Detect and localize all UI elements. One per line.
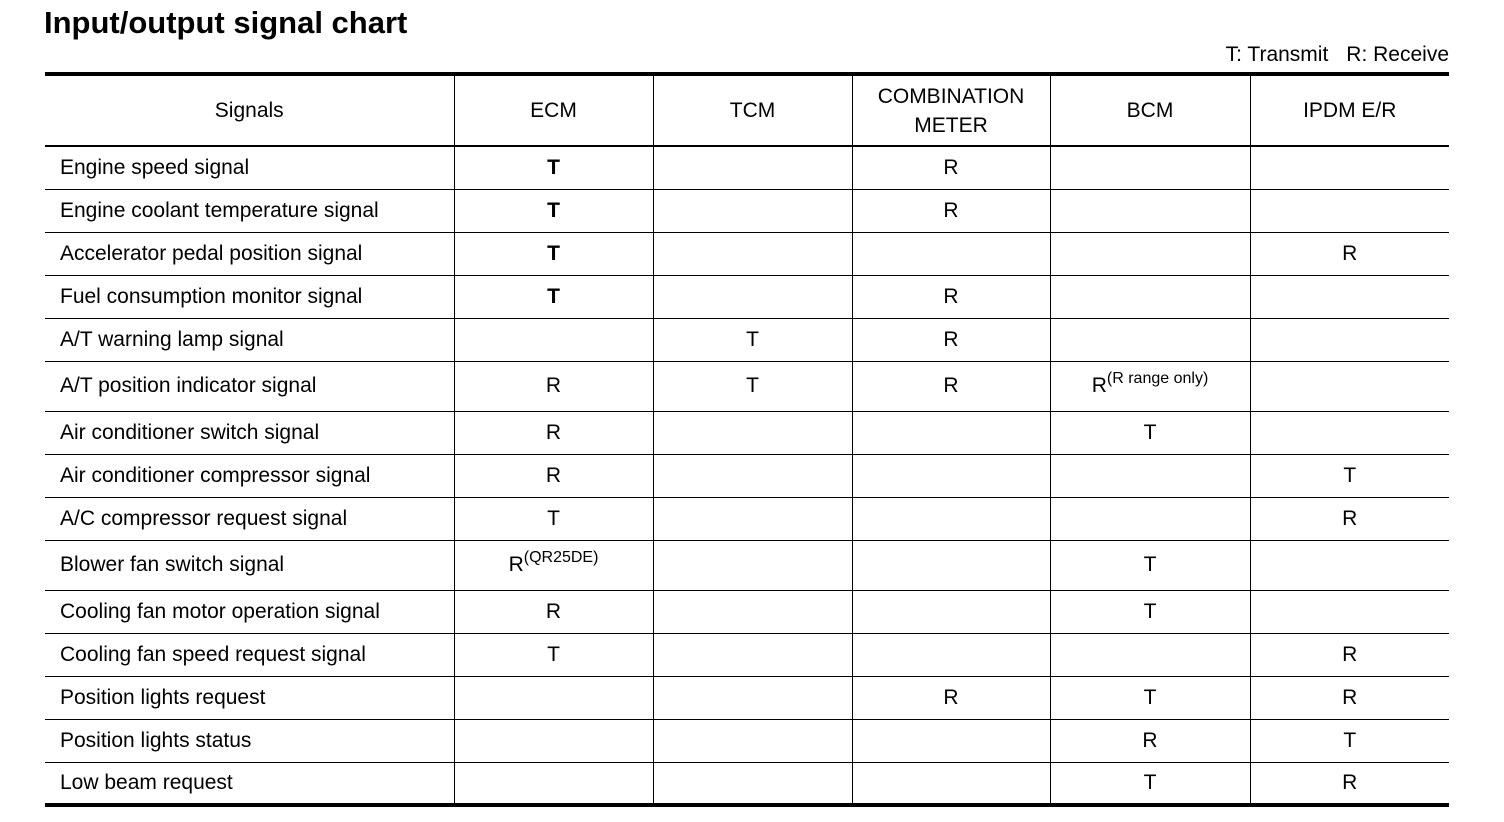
cell-value: R: [1342, 642, 1358, 666]
cell-ecm: [454, 454, 653, 497]
cell-value: T: [746, 327, 759, 351]
cell-value: R: [545, 374, 562, 397]
cell-value: T: [1143, 685, 1157, 709]
cell-combination-meter: [852, 633, 1050, 676]
cell-value: T: [547, 642, 560, 666]
cell-combination-meter: [852, 497, 1050, 540]
cell-value: R: [1142, 728, 1158, 752]
cell-bcm: [1050, 719, 1250, 762]
cell-ecm: [454, 189, 653, 232]
cell-value: T: [1143, 553, 1157, 576]
cell-value: R: [545, 463, 562, 487]
cell-value: T: [1343, 463, 1357, 487]
signal-name-cell: Cooling fan motor operation signal: [45, 590, 454, 633]
table-row: [45, 275, 1449, 318]
cell-combination-meter: [852, 189, 1050, 232]
cell-ecm: [454, 540, 653, 590]
cell-ipdm-er: [1250, 454, 1449, 497]
signal-name-cell: A/C compressor request signal: [45, 497, 454, 540]
column-header-tcm: TCM: [653, 74, 852, 146]
cell-bcm: [1050, 762, 1250, 805]
cell-combination-meter: [852, 146, 1050, 189]
cell-ipdm-er: [1250, 590, 1449, 633]
cell-ipdm-er: [1250, 318, 1449, 361]
column-header-line: METER: [914, 113, 988, 137]
signal-name-cell: Low beam request: [45, 762, 454, 805]
cell-ecm: [454, 676, 653, 719]
signal-name-cell: Cooling fan speed request signal: [45, 633, 454, 676]
cell-ecm: [454, 146, 653, 189]
cell-value: R: [1091, 374, 1107, 397]
cell-ipdm-er: [1250, 762, 1449, 805]
cell-combination-meter: [852, 361, 1050, 411]
cell-bcm: [1050, 540, 1250, 590]
cell-tcm: [653, 719, 852, 762]
table-header-row: [45, 74, 1449, 146]
cell-value: R: [1342, 241, 1358, 265]
cell-combination-meter: [852, 411, 1050, 454]
cell-tcm: [653, 318, 852, 361]
cell-tcm: [653, 762, 852, 805]
cell-value: R: [1342, 685, 1358, 709]
signal-name-cell: Fuel consumption monitor signal: [45, 275, 454, 318]
cell-tcm: [653, 189, 852, 232]
cell-value: T: [547, 506, 560, 530]
cell-combination-meter: [852, 232, 1050, 275]
cell-combination-meter: [852, 590, 1050, 633]
cell-value: T: [1143, 420, 1157, 444]
cell-value: R: [943, 198, 959, 222]
cell-value: T: [547, 284, 560, 308]
table-row: [45, 454, 1449, 497]
table-row: [45, 361, 1449, 411]
cell-tcm: [653, 361, 852, 411]
cell-ipdm-er: [1250, 361, 1449, 411]
signal-name-cell: Engine speed signal: [45, 146, 454, 189]
table-row: [45, 540, 1449, 590]
cell-combination-meter: [852, 275, 1050, 318]
cell-ecm: [454, 275, 653, 318]
cell-combination-meter: [852, 318, 1050, 361]
cell-ipdm-er: [1250, 719, 1449, 762]
column-header-ecm: ECM: [454, 74, 653, 146]
table-row: [45, 719, 1449, 762]
cell-bcm: [1050, 411, 1250, 454]
table-row: [45, 146, 1449, 189]
cell-tcm: [653, 590, 852, 633]
signal-name-cell: Air conditioner switch signal: [45, 411, 454, 454]
signal-name-cell: Position lights status: [45, 719, 454, 762]
signal-name-cell: Blower fan switch signal: [45, 540, 454, 590]
cell-combination-meter: [852, 540, 1050, 590]
cell-tcm: [653, 232, 852, 275]
cell-bcm: [1050, 146, 1250, 189]
cell-ipdm-er: [1250, 411, 1449, 454]
cell-tcm: [653, 633, 852, 676]
cell-combination-meter: [852, 719, 1050, 762]
cell-value: T: [1343, 728, 1357, 752]
cell-note: (R range only): [1106, 370, 1209, 387]
table-row: [45, 497, 1449, 540]
cell-ecm: [454, 762, 653, 805]
cell-bcm: [1050, 454, 1250, 497]
cell-bcm: [1050, 189, 1250, 232]
table-row: [45, 762, 1449, 805]
cell-value: T: [1143, 599, 1157, 623]
table-row: [45, 411, 1449, 454]
cell-ipdm-er: [1250, 275, 1449, 318]
cell-bcm: [1050, 633, 1250, 676]
cell-value: R: [1342, 506, 1358, 530]
signal-name-cell: A/T warning lamp signal: [45, 318, 454, 361]
signal-name-cell: A/T position indicator signal: [45, 361, 454, 411]
cell-value: T: [746, 374, 759, 397]
cell-ecm: [454, 361, 653, 411]
cell-ipdm-er: [1250, 497, 1449, 540]
column-header-bcm: BCM: [1050, 74, 1250, 146]
table-row: [45, 232, 1449, 275]
cell-combination-meter: [852, 676, 1050, 719]
cell-bcm: [1050, 361, 1250, 411]
table-row: [45, 189, 1449, 232]
signal-name-cell: Air conditioner compressor signal: [45, 454, 454, 497]
column-header-line: COMBINATION: [877, 84, 1025, 108]
table-row: [45, 318, 1449, 361]
cell-bcm: [1050, 590, 1250, 633]
cell-ipdm-er: [1250, 189, 1449, 232]
page-title: Input/output signal chart: [44, 5, 408, 40]
cell-ecm: [454, 318, 653, 361]
table-row: [45, 676, 1449, 719]
cell-value: T: [1143, 770, 1157, 794]
cell-ipdm-er: [1250, 540, 1449, 590]
cell-value: R: [1342, 770, 1358, 794]
cell-tcm: [653, 275, 852, 318]
table-row: [45, 590, 1449, 633]
cell-bcm: [1050, 676, 1250, 719]
cell-value: T: [547, 198, 560, 222]
column-header-ipdm-er: IPDM E/R: [1250, 74, 1449, 146]
column-header-signals: Signals: [45, 74, 454, 146]
cell-note: (QR25DE): [523, 549, 599, 566]
cell-ecm: [454, 411, 653, 454]
cell-value: R: [943, 374, 959, 397]
cell-ecm: [454, 719, 653, 762]
cell-value: R: [943, 155, 959, 179]
cell-ecm: [454, 633, 653, 676]
cell-bcm: [1050, 275, 1250, 318]
legend-receive: R: Receive: [1346, 43, 1449, 66]
cell-value: R: [943, 685, 959, 709]
signal-name-cell: Engine coolant temperature signal: [45, 189, 454, 232]
cell-tcm: [653, 411, 852, 454]
signal-name-cell: Accelerator pedal position signal: [45, 232, 454, 275]
cell-ecm: [454, 497, 653, 540]
cell-combination-meter: [852, 762, 1050, 805]
signal-name-cell: Position lights request: [45, 676, 454, 719]
cell-value: R: [545, 420, 562, 444]
cell-ecm: [454, 590, 653, 633]
cell-value: T: [547, 155, 560, 179]
cell-ipdm-er: [1250, 146, 1449, 189]
cell-value: R: [943, 327, 959, 351]
cell-combination-meter: [852, 454, 1050, 497]
cell-bcm: [1050, 318, 1250, 361]
cell-bcm: [1050, 232, 1250, 275]
cell-ipdm-er: [1250, 676, 1449, 719]
cell-value: T: [547, 241, 560, 265]
cell-tcm: [653, 146, 852, 189]
cell-value: R: [943, 284, 959, 308]
cell-bcm: [1050, 497, 1250, 540]
cell-tcm: [653, 676, 852, 719]
cell-ipdm-er: [1250, 633, 1449, 676]
table-row: [45, 633, 1449, 676]
cell-ipdm-er: [1250, 232, 1449, 275]
cell-tcm: [653, 454, 852, 497]
legend-transmit: T: Transmit: [1225, 43, 1329, 66]
cell-value: R: [545, 599, 562, 623]
cell-value: R: [508, 553, 524, 576]
cell-tcm: [653, 540, 852, 590]
legend: [1226, 42, 1449, 68]
signal-chart-table: [45, 72, 1449, 807]
cell-tcm: [653, 497, 852, 540]
cell-ecm: [454, 232, 653, 275]
column-header-combination-meter: [852, 74, 1050, 146]
